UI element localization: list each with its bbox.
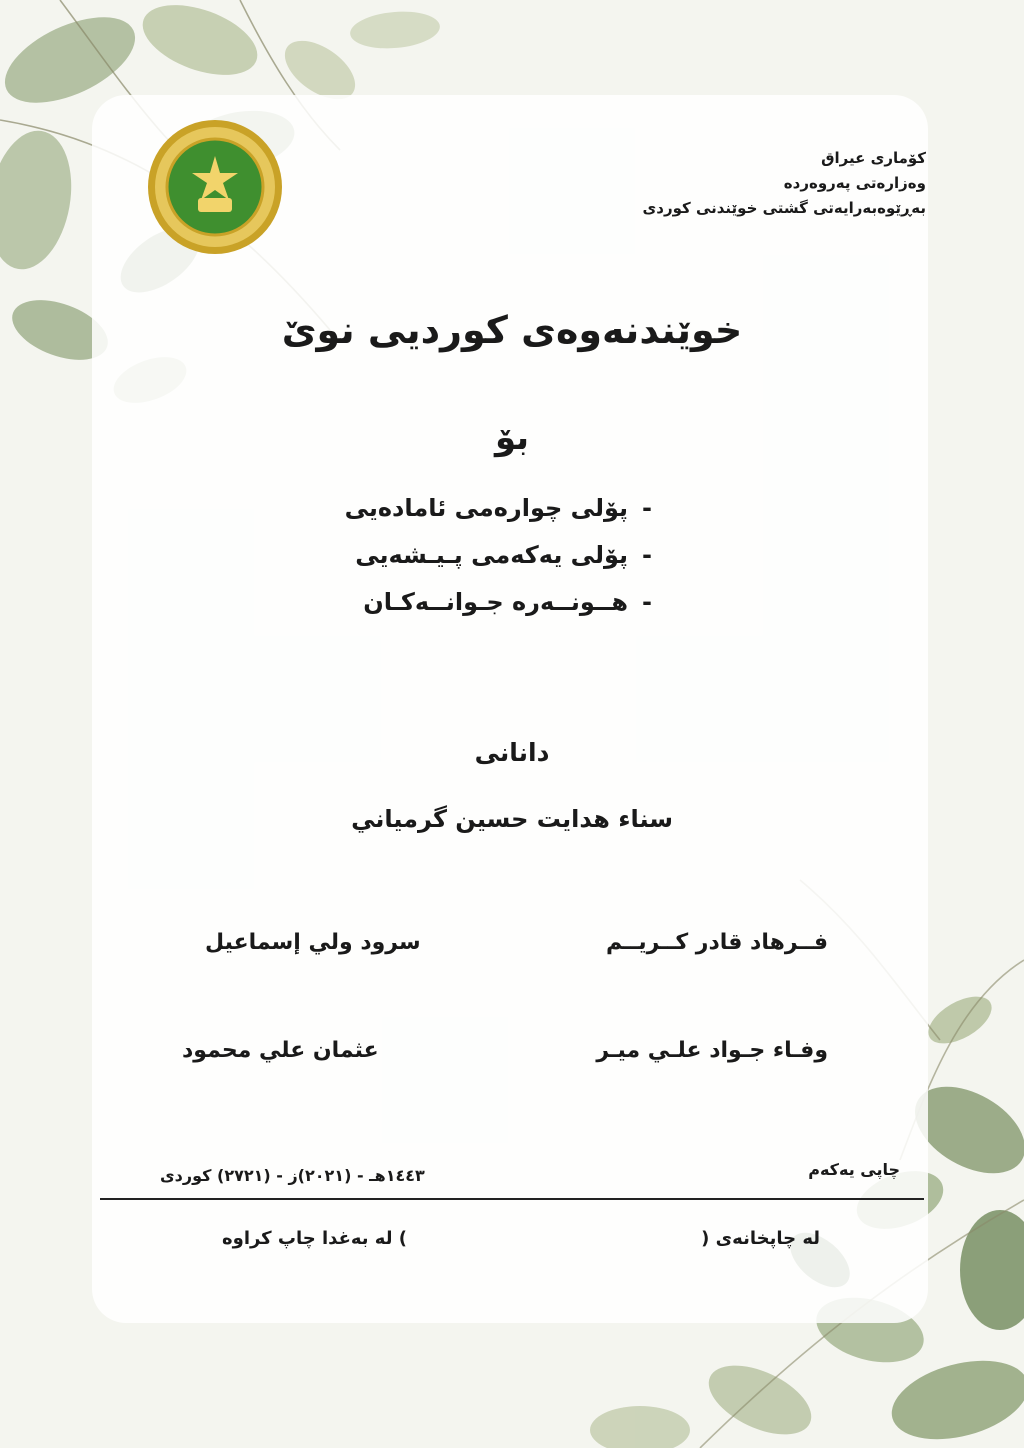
list-dash: - — [642, 541, 652, 569]
list-item — [345, 579, 652, 626]
contributor-name: عثمان علي محمود — [182, 1038, 379, 1063]
header-line-republic: کۆماری عیراق — [821, 149, 926, 167]
list-item — [345, 532, 652, 579]
author-name: سناء هدايت حسين گرمياني — [351, 805, 673, 833]
grade-label: پۆلی چوارەمی ئامادەیی — [344, 494, 629, 522]
divider — [100, 1198, 924, 1200]
grade-label: هــونــەرە جـوانــەکـان — [363, 588, 629, 616]
printing-house-label: لە چاپخانەی ( — [701, 1228, 820, 1249]
for-label: بۆ — [494, 418, 530, 458]
book-title: خوێندنەوەی کوردیی نوێ — [281, 308, 743, 352]
ministry-header — [643, 146, 926, 221]
header-line-directorate: بەڕێوەبەرایەتی گشتی خوێندنی کوردی — [642, 199, 926, 217]
edition-date: ١٤٤٣هـ - (٢٠٢١)ز - (٢٧٢١) کوردی — [160, 1166, 425, 1185]
list-dash: - — [642, 588, 652, 616]
ministry-seal-icon — [146, 118, 284, 256]
list-dash: - — [642, 494, 652, 522]
authored-by-label: دانانی — [474, 738, 550, 767]
printed-in-baghdad: ) لە بەغدا چاپ کراوە — [222, 1228, 407, 1249]
grade-list — [345, 485, 652, 626]
edition-label: چاپی یەکەم — [808, 1160, 900, 1179]
contributor-name: وفـاء جـواد علـي ميـر — [596, 1038, 828, 1063]
grade-label: پۆلی یەکەمی پـیـشەیی — [355, 541, 629, 569]
contributor-name: سرود ولي إسماعيل — [205, 930, 421, 955]
contributor-name: فــرهاد قادر كــريــم — [606, 930, 828, 955]
header-line-ministry: وەزارەتی پەروەردە — [783, 174, 926, 192]
content-panel — [92, 95, 928, 1323]
list-item — [345, 485, 652, 532]
